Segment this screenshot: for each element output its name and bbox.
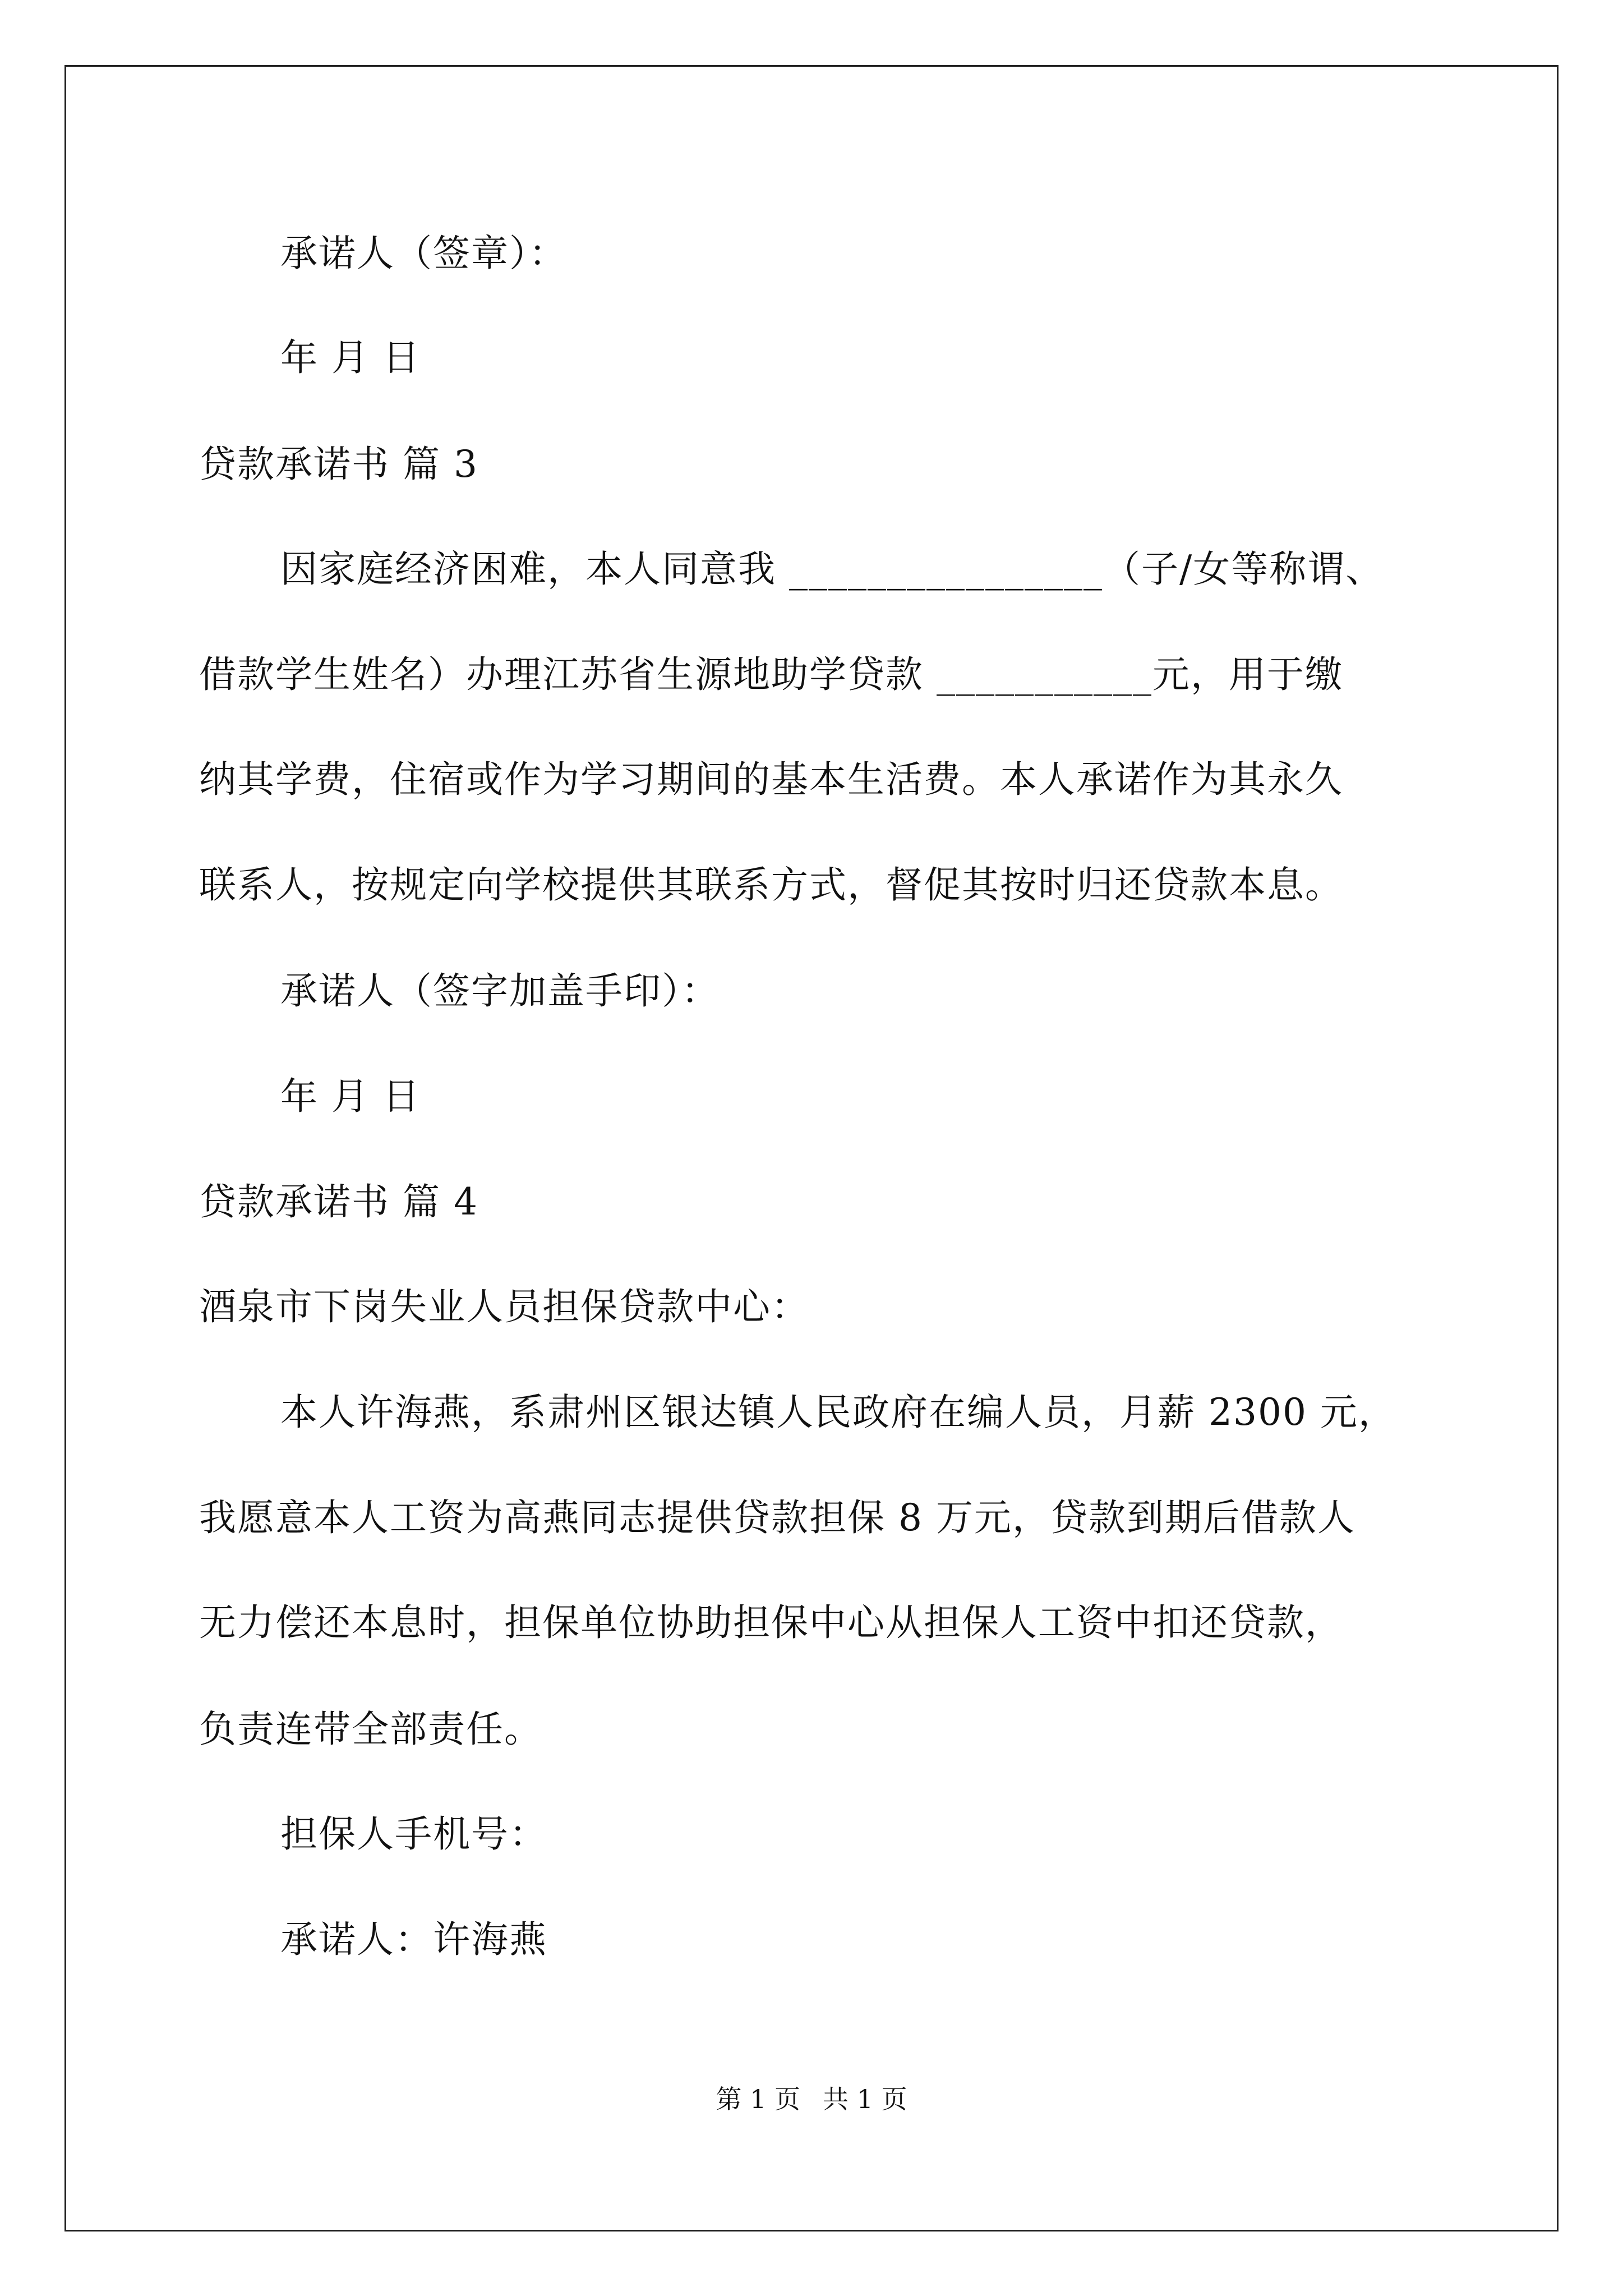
paragraph-line: 因家庭经济困难，本人同意我 ________________（子/女等称谓、 [280, 547, 1384, 591]
guarantor-phone-line: 担保人手机号： [280, 1812, 547, 1856]
signature-line-2: 承诺人（签字加盖手印）： [280, 969, 720, 1013]
paragraph-line: 我愿意本人工资为高燕同志提供贷款担保 8 万元，贷款到期后借款人 [199, 1496, 1355, 1539]
promisor-line: 承诺人：许海燕 [280, 1918, 547, 1961]
page-border [64, 65, 1559, 2231]
page-number: 第 1 页 [716, 2084, 800, 2114]
addressee-line: 酒泉市下岗失业人员担保贷款中心： [199, 1285, 809, 1328]
paragraph-line: 借款学生姓名）办理江苏省生源地助学贷款 ___________元，用于缴 [199, 653, 1343, 696]
page-footer [0, 2083, 1623, 2115]
paragraph-line: 联系人，按规定向学校提供其联系方式，督促其按时归还贷款本息。 [199, 863, 1343, 907]
paragraph-line: 负责连带全部责任。 [199, 1708, 542, 1751]
paragraph-line: 无力偿还本息时，担保单位协助担保中心从担保人工资中扣还贷款， [199, 1601, 1343, 1644]
section-heading-3: 贷款承诺书 篇 3 [199, 443, 478, 486]
signature-line-1: 承诺人（签章）： [280, 232, 567, 275]
section-heading-4: 贷款承诺书 篇 4 [199, 1180, 478, 1223]
date-line-1: 年 月 日 [280, 336, 421, 379]
paragraph-line: 本人许海燕，系肃州区银达镇人民政府在编人员，月薪 2300 元， [280, 1391, 1396, 1434]
date-line-2: 年 月 日 [280, 1075, 421, 1118]
paragraph-line: 纳其学费，住宿或作为学习期间的基本生活费。本人承诺作为其永久 [199, 758, 1343, 801]
page-total: 共 1 页 [823, 2084, 907, 2114]
